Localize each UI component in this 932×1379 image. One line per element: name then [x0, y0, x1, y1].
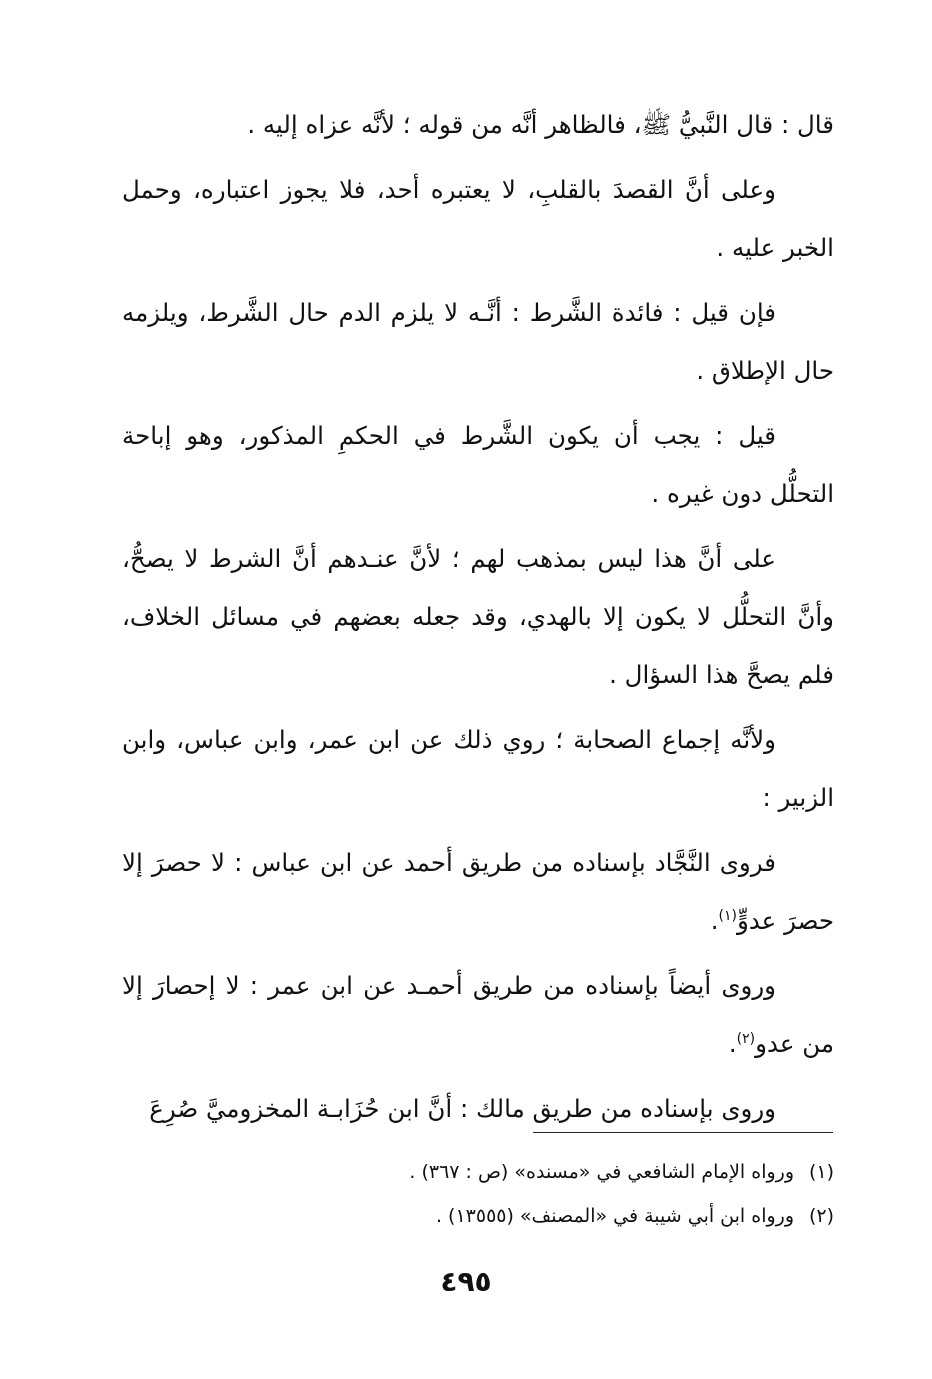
paragraph-tail: .	[728, 1029, 737, 1058]
footnote-text: ورواه الإمام الشافعي في «مسنده» (ص : ٣٦٧) .	[409, 1161, 794, 1183]
footnote-number: (١)	[808, 1161, 834, 1183]
footnote	[300, 1150, 834, 1194]
paragraph	[122, 1080, 834, 1138]
paragraph-tail: .	[710, 906, 719, 935]
footnote-separator	[533, 1132, 833, 1133]
footnote	[300, 1194, 834, 1238]
paragraph	[122, 711, 834, 827]
paragraph	[122, 407, 834, 523]
paragraph-text: فروى النَّجَّاد بإسناده من طريق أحمد عن ابن عباس : لا حصرَ إلا حصرَ عدوٍّ	[122, 848, 834, 935]
main-text	[122, 96, 834, 1145]
paragraph-text: فإن قيل : فائدة الشَّرط : أنَّـه لا يلزم الدم حال الشَّرط، ويلزمه حال الإطلاق .	[122, 298, 834, 385]
footnote-text: ورواه ابن أبي شيبة في «المصنف» (١٣٥٥٥) .	[435, 1205, 794, 1227]
paragraph-text: وعلى أنَّ القصدَ بالقلبِ، لا يعتبره أحد، فلا يجوز اعتباره، وحمل الخبر عليه .	[122, 175, 834, 262]
footnotes	[300, 1150, 834, 1238]
paragraph-text: على أنَّ هذا ليس بمذهب لهم ؛ لأنَّ عنـدهم أنَّ الشرط لا يصحُّ، وأنَّ التحلُّل لا يكون إلا بالهدي، وقد جعله بعضهم في مسائل الخلاف، فلم يصحَّ هذا السؤال .	[122, 544, 834, 689]
page-number: ٤٩٥	[440, 1265, 492, 1298]
paragraph	[122, 957, 834, 1073]
paragraph	[122, 96, 834, 154]
paragraph	[122, 161, 834, 277]
footnote-number: (٢)	[808, 1205, 834, 1227]
paragraph-text: وروى أيضاً بإسناده من طريق أحمـد عن ابن عمر : لا إحصارَ إلا من عدو	[122, 971, 834, 1058]
paragraph-text: ولأنَّه إجماع الصحابة ؛ روي ذلك عن ابن عمر، وابن عباس، وابن الزبير :	[122, 725, 834, 812]
paragraph-text: قال : قال النَّبيُّ ﷺ، فالظاهر أنَّه من قوله ؛ لأنَّه عزاه إليه .	[247, 110, 834, 139]
paragraph	[122, 284, 834, 400]
footnote-reference[interactable]: (١)	[718, 907, 737, 924]
paragraph-text: وروى بإسناده من طريق مالك : أنَّ ابن حُزَابـة المخزوميَّ صُرِعَ	[149, 1094, 776, 1123]
footnote-reference[interactable]: (٢)	[736, 1030, 756, 1047]
paragraph-text: قيل : يجب أن يكون الشَّرط في الحكمِ المذكور، وهو إباحة التحلُّل دون غيره .	[122, 421, 834, 508]
paragraph	[122, 834, 834, 950]
paragraph	[122, 530, 834, 704]
